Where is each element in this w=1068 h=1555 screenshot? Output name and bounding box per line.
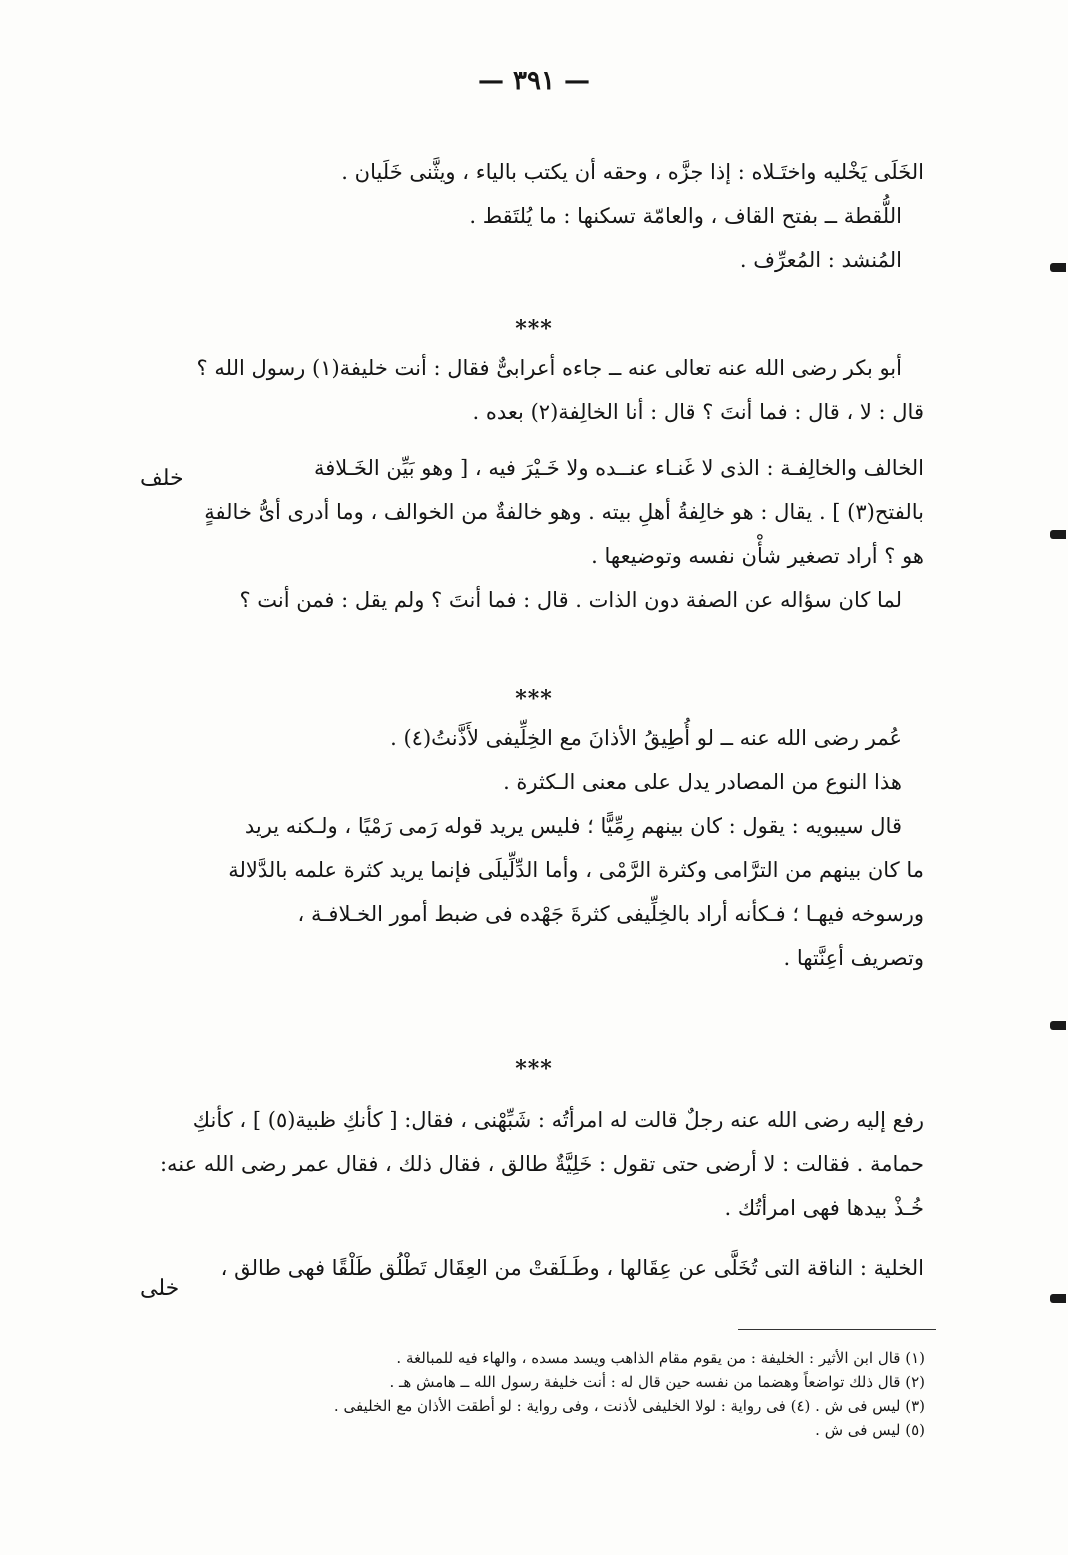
text-line: وتصريف أعِنَّتها .	[783, 946, 924, 970]
binding-mark	[1050, 263, 1066, 272]
text-line: قال سيبويه : يقول : كان بينهم رِمِّيًّا ؛ فليس يريد قوله رَمى رَمْيًا ، ولـكنه يريد	[244, 814, 902, 838]
section-separator: ***	[515, 316, 553, 342]
text-line: حمامة . فقالت : لا أرضى حتى تقول : خَلِيَّةٌ طالق ، فقال ذلك ، فقال عمر رضى الله عنه:	[159, 1152, 924, 1176]
entry-khala-definition	[222, 150, 924, 282]
text-line: اللُّقطة ــ بفتح القاف ، والعامّة تسكنها : ما يُلتَقط .	[469, 204, 902, 228]
text-line: الخالف والخالِفـة : الذى لا غَنـاء عنــده ولا خَـيْرَ فيه ، [ وهو بَيِّن الخَـلافة	[313, 456, 924, 480]
entry-abu-bakr	[196, 346, 924, 622]
section-separator: ***	[515, 686, 553, 712]
text-line: أبو بكر رضى الله عنه تعالى عنه ــ جاءه أعرابىٌّ فقال : أنت خليفة(١) رسول الله ؟	[196, 356, 902, 380]
entry-umar-khaliyya	[159, 1098, 924, 1290]
margin-root-khala: خلى	[140, 1276, 180, 1301]
text-line: الخَلَى يَخْليه واختَـلاه : إذا جزَّه ، وحقه أن يكتب بالياء ، ويثَّنى خَلَيان .	[341, 160, 924, 184]
text-line: ما كان بينهم من الترَّامى وكثرة الرَّمْى ، وأما الدِّلِّيلَى فإنما يريد كثرة علمه بالدَّلالة	[228, 858, 924, 882]
binding-mark	[1050, 1021, 1066, 1030]
page-number: — ٣٩١ —	[477, 66, 591, 96]
section-separator: ***	[515, 1056, 553, 1082]
text-line: الخلية : الناقة التى تُخَلَّى عن عِقَالها ، وطَـلَقتْ من العِقَال تَطْلُق طَلْقًا فهى طالق ،	[220, 1256, 924, 1280]
entry-umar-khilifa	[222, 716, 924, 980]
margin-root-khalaf: خلف	[140, 466, 184, 491]
binding-mark	[1050, 530, 1066, 539]
text-line: بالفتح(٣) ] . يقال : هو خالِفةُ أهلِ بيته . وهو خالفةٌ من الخوالف ، وما أدرى أىُّ خالفةٍ	[204, 500, 924, 524]
text-line: المُنشد : المُعرِّف .	[739, 248, 902, 272]
footnote: (٢) قال ذلك تواضعاً وهضما من نفسه حين قال له : أنت خليفة رسول الله ــ هامش هـ .	[389, 1373, 925, 1391]
text-line: هذا النوع من المصادر يدل على معنى الـكثرة .	[503, 770, 902, 794]
binding-mark	[1050, 1294, 1066, 1303]
text-line: لما كان سؤاله عن الصفة دون الذات . قال : فما أنتَ ؟ ولم يقل : فمن أنت ؟	[239, 588, 902, 612]
footnotes	[190, 1346, 925, 1442]
footnote: (١) قال ابن الأثير : الخليفة : من يقوم مقام الذاهب ويسد مسده ، والهاء فيه للمبالغة .	[396, 1349, 925, 1367]
text-line: رفع إليه رضى الله عنه رجلٌ قالت له امرأتُه : شَبِّهْنى ، فقال: [ كأنكِ ظبية(٥) ] ، كأنكِ	[192, 1108, 924, 1132]
text-line: قال : لا ، قال : فما أنتَ ؟ قال : أنا الخالِفة(٢) بعده .	[472, 400, 924, 424]
text-line: خُـذْ بيدها فهى امرأتُك .	[724, 1196, 924, 1220]
footnote: (٣) ليس فى ش . (٤) فى رواية : لولا الخليفى لأذنت ، وفى رواية : لو أطقت الأذان مع الخليفى .	[333, 1397, 925, 1415]
text-line: ورسوخه فيهـا ؛ فـكأنه أراد بالخِلِّيفى كثرةَ جَهْده فى ضبط أمور الخـلافـة ،	[297, 902, 924, 926]
text-line: عُمر رضى الله عنه ــ لو أُطِيقُ الأذانَ مع الخِلِّيفى لأَذَّنتُ(٤) .	[390, 726, 902, 750]
text-line: هو ؟ أراد تصغير شأْن نفسه وتوضيعها .	[591, 544, 924, 568]
footnote-divider	[738, 1329, 936, 1330]
footnote: (٥) ليس فى ش .	[815, 1421, 925, 1439]
